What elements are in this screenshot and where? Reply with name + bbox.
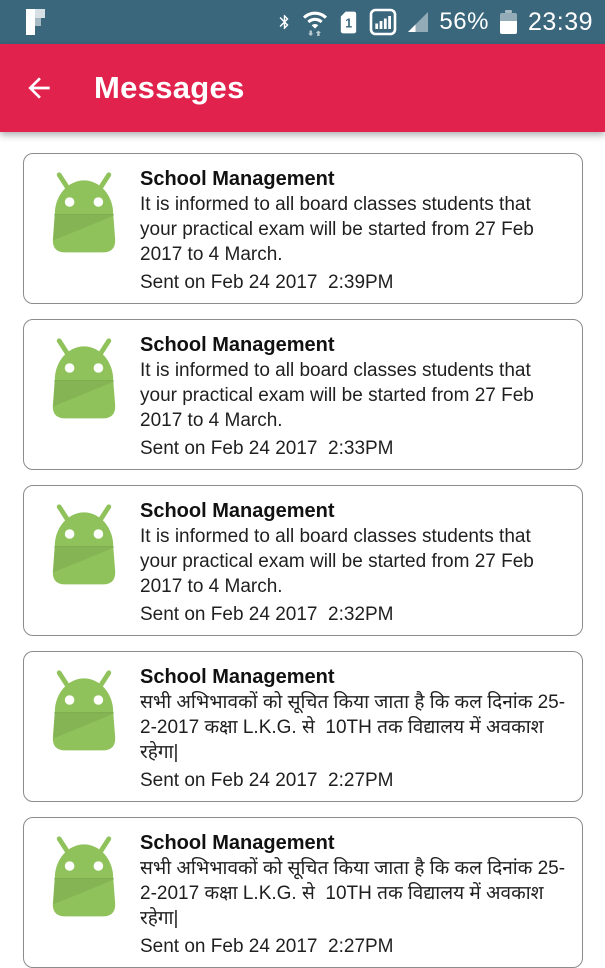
svg-text:1: 1	[345, 15, 353, 30]
message-timestamp: Sent on Feb 24 2017 2:32PM	[140, 604, 394, 625]
battery-icon	[500, 10, 517, 34]
message-content	[140, 496, 568, 627]
status-bar-indicators	[276, 8, 593, 37]
network-signal-icon	[406, 11, 430, 34]
message-sender: School Management	[140, 832, 335, 854]
message-content	[140, 662, 568, 793]
mobile-signal-box-icon	[369, 8, 397, 36]
app-bar	[0, 44, 605, 132]
message-body: It is informed to all board classes students that your practical exam will be started from 27 Feb 2017 to 4 March.	[140, 194, 540, 265]
message-card[interactable]	[23, 651, 583, 802]
back-arrow-icon	[23, 72, 55, 104]
wifi-icon	[302, 8, 328, 36]
message-card[interactable]	[23, 153, 583, 304]
message-timestamp: Sent on Feb 24 2017 2:27PM	[140, 936, 394, 957]
bluetooth-icon	[276, 9, 293, 35]
message-card[interactable]	[23, 817, 583, 968]
message-card[interactable]	[23, 319, 583, 470]
android-app-icon	[44, 500, 124, 592]
message-content	[140, 828, 568, 959]
message-content	[140, 330, 568, 461]
android-app-icon	[44, 832, 124, 924]
message-card[interactable]	[23, 485, 583, 636]
message-body: It is informed to all board classes students that your practical exam will be started from 27 Feb 2017 to 4 March.	[140, 526, 540, 597]
battery-percent-text: 56%	[439, 8, 489, 35]
status-bar	[0, 0, 605, 44]
message-sender: School Management	[140, 168, 335, 190]
message-body: It is informed to all board classes students that your practical exam will be started from 27 Feb 2017 to 4 March.	[140, 360, 540, 431]
back-button[interactable]	[22, 71, 56, 105]
flipboard-notification-icon	[26, 9, 52, 35]
message-timestamp: Sent on Feb 24 2017 2:39PM	[140, 272, 394, 293]
message-list	[0, 132, 605, 968]
message-sender: School Management	[140, 500, 335, 522]
android-app-icon	[44, 334, 124, 426]
message-body: सभी अभिभावकों को सूचित किया जाता है कि कल दिनांक 25-2-2017 कक्षा L.K.G. से 10TH तक विद्यालय में अवकाश रहेगा|	[140, 858, 566, 929]
message-sender: School Management	[140, 666, 335, 688]
android-app-icon	[44, 168, 124, 260]
message-body: सभी अभिभावकों को सूचित किया जाता है कि कल दिनांक 25-2-2017 कक्षा L.K.G. से 10TH तक विद्यालय में अवकाश रहेगा|	[140, 692, 566, 763]
clock-text: 23:39	[527, 7, 593, 36]
status-bar-notifications	[26, 9, 52, 35]
page-title: Messages	[94, 70, 245, 105]
android-app-icon	[44, 666, 124, 758]
message-content	[140, 164, 568, 295]
message-timestamp: Sent on Feb 24 2017 2:33PM	[140, 438, 394, 459]
message-timestamp: Sent on Feb 24 2017 2:27PM	[140, 770, 394, 791]
message-sender: School Management	[140, 334, 335, 356]
sim-card-icon	[337, 9, 360, 36]
